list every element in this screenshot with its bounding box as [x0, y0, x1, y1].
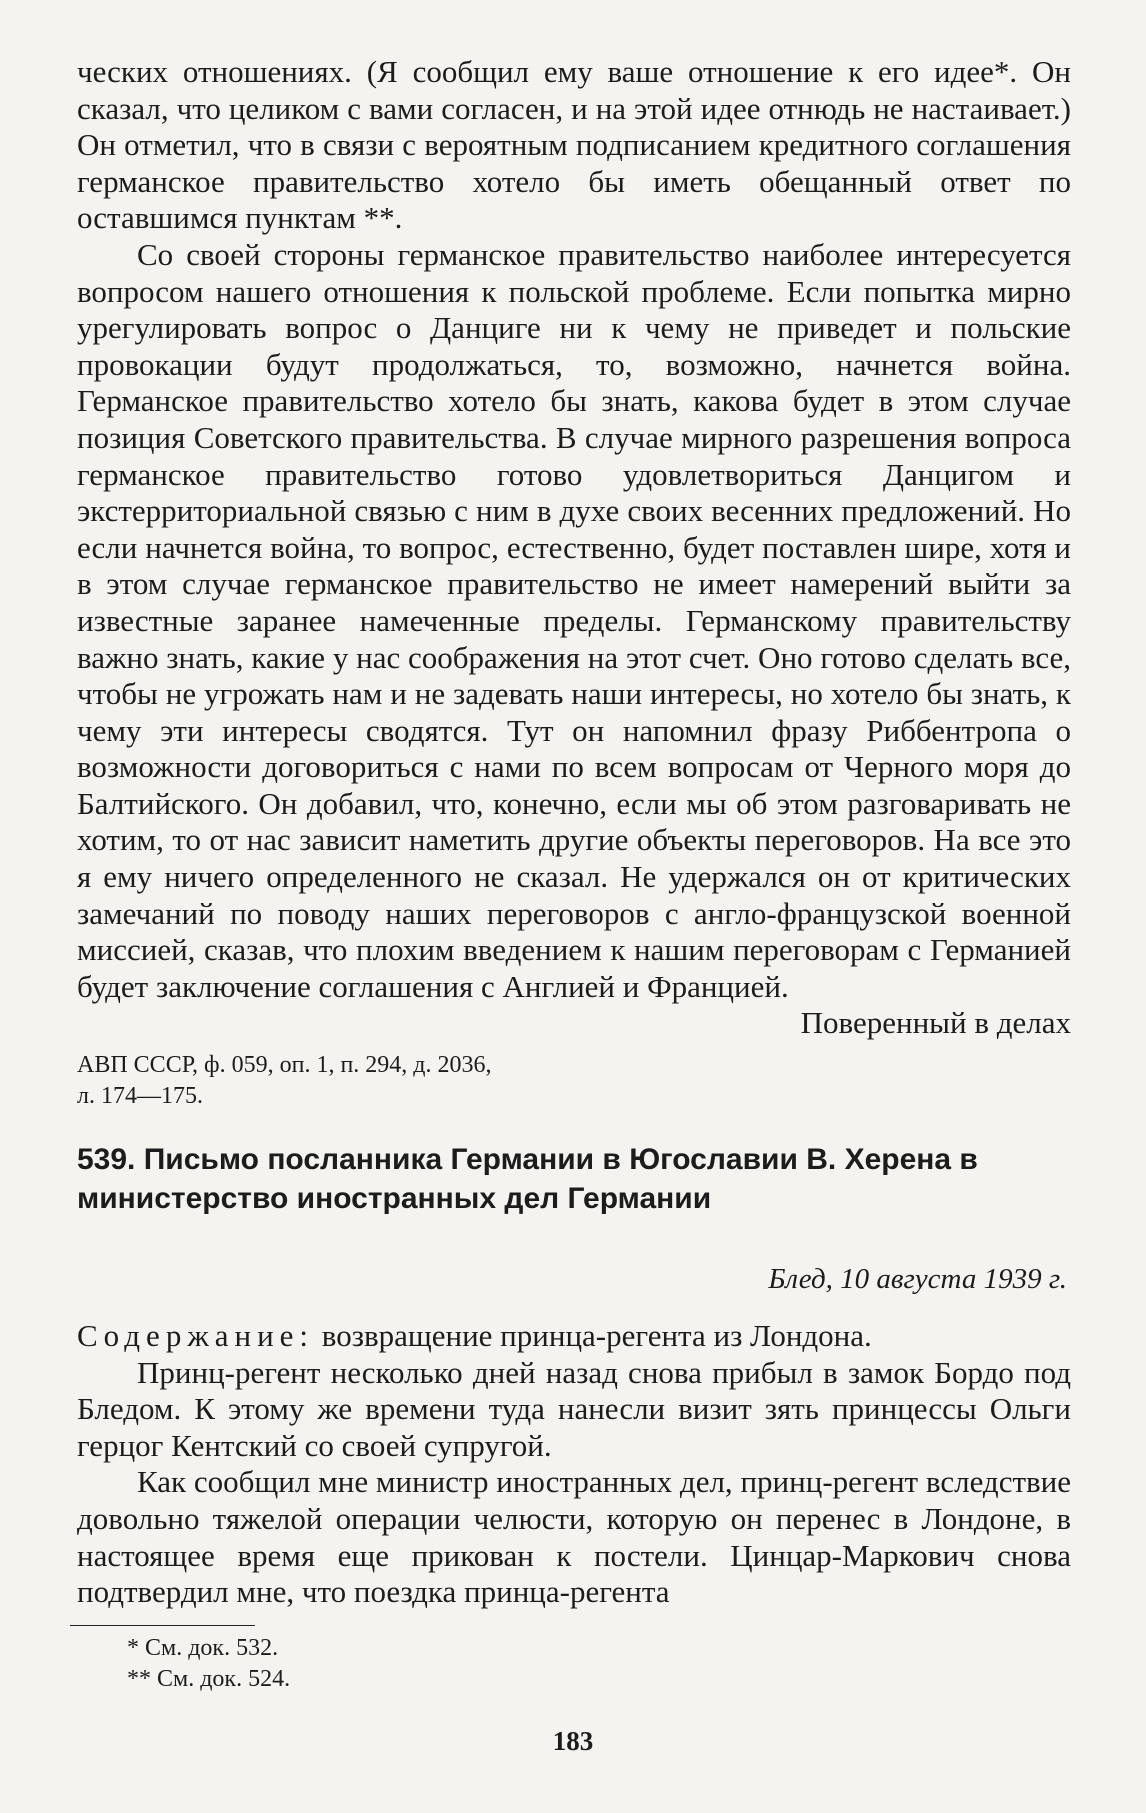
footnote-divider [70, 1625, 255, 1626]
document-heading: 539. Письмо посланника Германии в Югославии В. Херена в министерство иностранных дел Германии [77, 1143, 978, 1215]
place-and-date: Блед, 10 августа 1939 г. [768, 1263, 1067, 1295]
archive-source [77, 1050, 492, 1112]
archive-source-line-1: АВП СССР, ф. 059, оп. 1, п. 294, д. 2036, [77, 1052, 492, 1078]
signature: Поверенный в делах [800, 1005, 1071, 1041]
main-text-block [77, 54, 1071, 1042]
paragraph-2: Со своей стороны германское правительство наиболее интересуется вопросом нашего отношения к польской проблеме. Если попытка мирно урегулировать вопрос о Данциге ни к чему не приведет и польские провокации будут продолжаться, то, возможно, начнется война. Германское правительство хотело бы знать, какова будет в этом случае позиция Советского правительства. В случае мирного разрешения вопроса германское правительство готово удовлетвориться Данцигом и экстерриториальной связью с ним в духе своих весенних предложений. Но если начнется война, то вопрос, естественно, будет поставлен шире, хотя и в этом случае германское правительство не имеет намерений выйти за известные заранее намеченные пределы. Германскому правительству важно знать, какие у нас соображения на этот счет. Оно готово сделать все, чтобы не угрожать нам и не задевать наши интересы, но хотело бы знать, к чему эти интересы сводятся. Тут он напомнил фразу Риббентропа о возможности договориться с нами по всем вопросам от Черного моря до Балтийского. Он добавил, что, конечно, если мы об этом разговаривать не хотим, то от нас зависит наметить другие объекты переговоров. На все это я ему ничего определенного не сказал. Не удержался он от критических замечаний по поводу наших переговоров с англо-французской военной миссией, сказав, что плохим введением к нашим переговорам с Германией будет заключение соглашения с Англией и Францией. [77, 236, 1071, 1004]
letter-text-block [77, 1318, 1071, 1611]
summary-text: возвращение принца-регента из Лондона. [314, 1318, 872, 1353]
summary-label: Содержание: [77, 1318, 315, 1353]
archive-source-line-2: л. 174—175. [77, 1083, 203, 1109]
paragraph-1: ческих отношениях. (Я сообщил ему ваше отношение к его идее*. Он сказал, что целиком с вами согласен, и на этой идее отнюдь не настаивает.) Он отметил, что в связи с вероятным подписанием кредитного соглашения германское правительство хотело бы иметь обещанный ответ по оставшимся пунктам **. [77, 54, 1071, 236]
summary-line [77, 1318, 1071, 1355]
footnote-1: * См. док. 532. [127, 1635, 279, 1661]
paragraph-4: Как сообщил мне министр иностранных дел, принц-регент вследствие довольно тяжелой операции челюсти, которую он перенес в Лондоне, в настоящее время еще прикован к постели. Цинцар-Маркович снова подтвердил мне, что поездка принца-регента [77, 1464, 1071, 1610]
page-number: 183 [552, 1726, 594, 1756]
footnote-2: ** См. док. 524. [127, 1666, 291, 1692]
paragraph-3: Принц-регент несколько дней назад снова прибыл в замок Бордо под Бледом. К этому же времени туда нанесли визит зять принцессы Ольги герцог Кентский со своей супругой. [77, 1354, 1071, 1463]
footnotes [127, 1633, 290, 1695]
